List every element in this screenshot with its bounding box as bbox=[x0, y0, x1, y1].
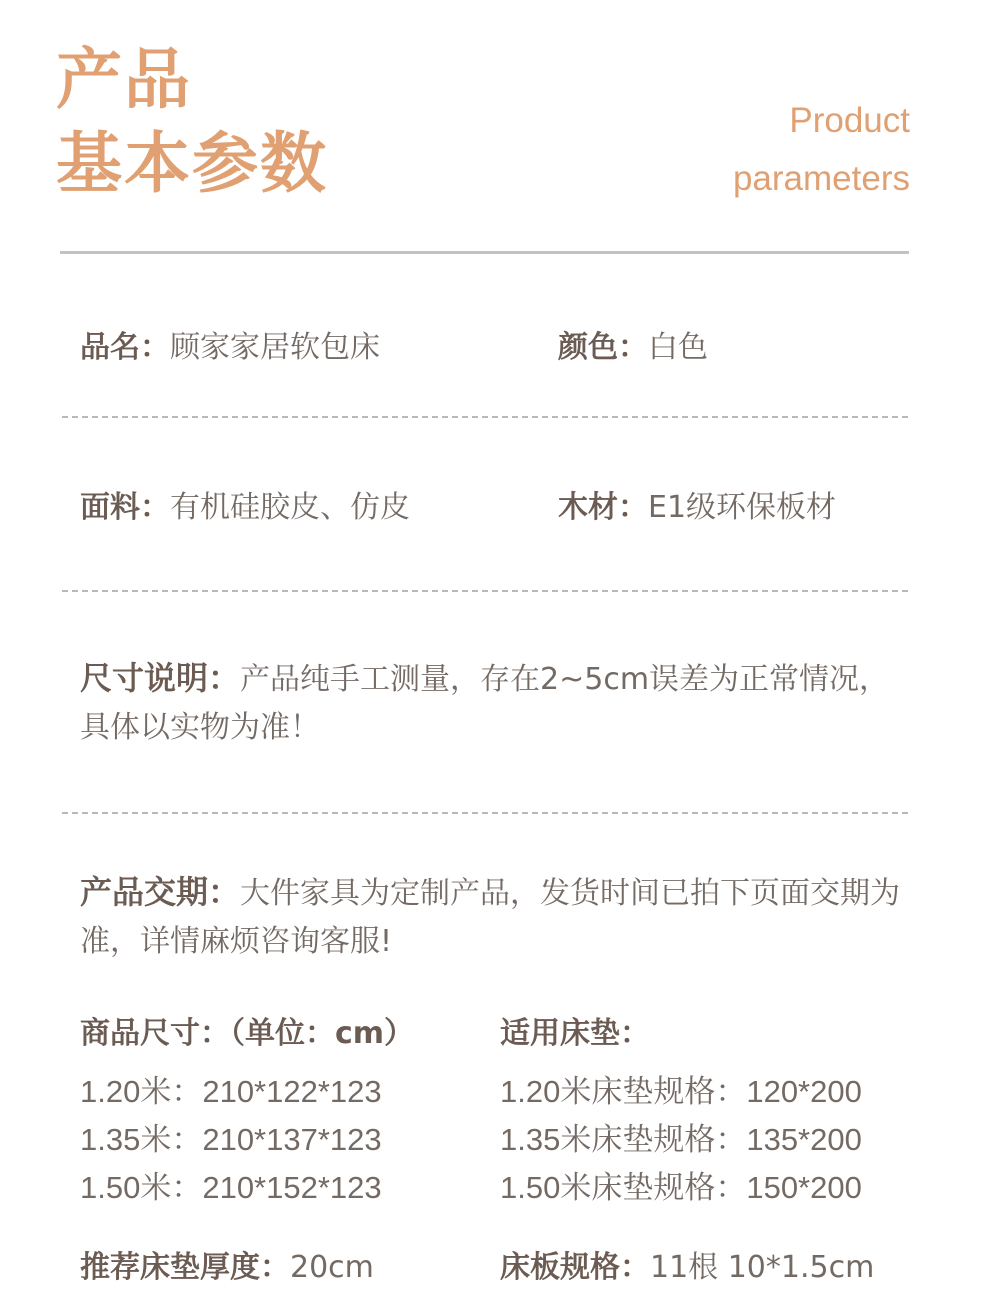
english-title bbox=[733, 92, 910, 208]
dimension-row: 1.50米：210*152*123 bbox=[80, 1170, 382, 1205]
fabric-row bbox=[80, 482, 410, 526]
product-name-label: 品名： bbox=[80, 330, 170, 365]
dashed-divider-2 bbox=[62, 590, 908, 592]
title-line-2: 基本参数 bbox=[56, 125, 328, 202]
mattress-label: 适用床垫： bbox=[500, 1016, 650, 1051]
wood-row bbox=[558, 482, 836, 526]
dimension-row: 1.20米：210*122*123 bbox=[80, 1074, 382, 1109]
wood-value: E1级环保板材 bbox=[648, 490, 837, 525]
product-name-row bbox=[80, 322, 380, 366]
dimensions-label: 商品尺寸：（单位：cm） bbox=[80, 1016, 415, 1051]
dimensions-block bbox=[80, 1010, 414, 1212]
english-title-line-2: parameters bbox=[732, 159, 910, 198]
color-label: 颜色： bbox=[558, 330, 648, 365]
thickness-value: 20cm bbox=[290, 1250, 374, 1285]
slats-row bbox=[500, 1242, 874, 1286]
delivery-note bbox=[80, 868, 910, 966]
mattress-row: 1.50米床垫规格：150*200 bbox=[500, 1170, 862, 1205]
thickness-label: 推荐床垫厚度： bbox=[80, 1250, 290, 1285]
slats-label: 床板规格： bbox=[500, 1250, 650, 1285]
dashed-divider-1 bbox=[62, 416, 908, 418]
color-value: 白色 bbox=[648, 330, 708, 365]
size-note-text: 产品纯手工测量，存在2~5cm误差为正常情况，具体以实物为准！ bbox=[80, 662, 890, 745]
thickness-row bbox=[80, 1242, 374, 1286]
color-row bbox=[558, 322, 708, 366]
dashed-divider-3 bbox=[62, 812, 908, 814]
product-name-value: 顾家家居软包床 bbox=[170, 330, 380, 365]
english-title-line-1: Product bbox=[789, 101, 910, 140]
header-divider bbox=[60, 251, 909, 254]
page-title bbox=[56, 38, 328, 206]
dimension-row: 1.35米：210*137*123 bbox=[80, 1122, 382, 1157]
fabric-label: 面料： bbox=[80, 490, 170, 525]
mattress-row: 1.20米床垫规格：120*200 bbox=[500, 1074, 862, 1109]
mattress-row: 1.35米床垫规格：135*200 bbox=[500, 1122, 862, 1157]
title-line-1: 产品 bbox=[56, 41, 192, 118]
fabric-value: 有机硅胶皮、仿皮 bbox=[170, 490, 410, 525]
delivery-text: 大件家具为定制产品，发货时间已拍下页面交期为准，详情麻烦咨询客服! bbox=[80, 876, 901, 959]
wood-label: 木材： bbox=[558, 490, 648, 525]
slats-value: 11根 10*1.5cm bbox=[650, 1250, 875, 1285]
mattress-block bbox=[500, 1010, 862, 1212]
size-note bbox=[80, 654, 910, 752]
size-note-label: 尺寸说明： bbox=[80, 659, 241, 697]
delivery-label: 产品交期： bbox=[80, 873, 241, 911]
